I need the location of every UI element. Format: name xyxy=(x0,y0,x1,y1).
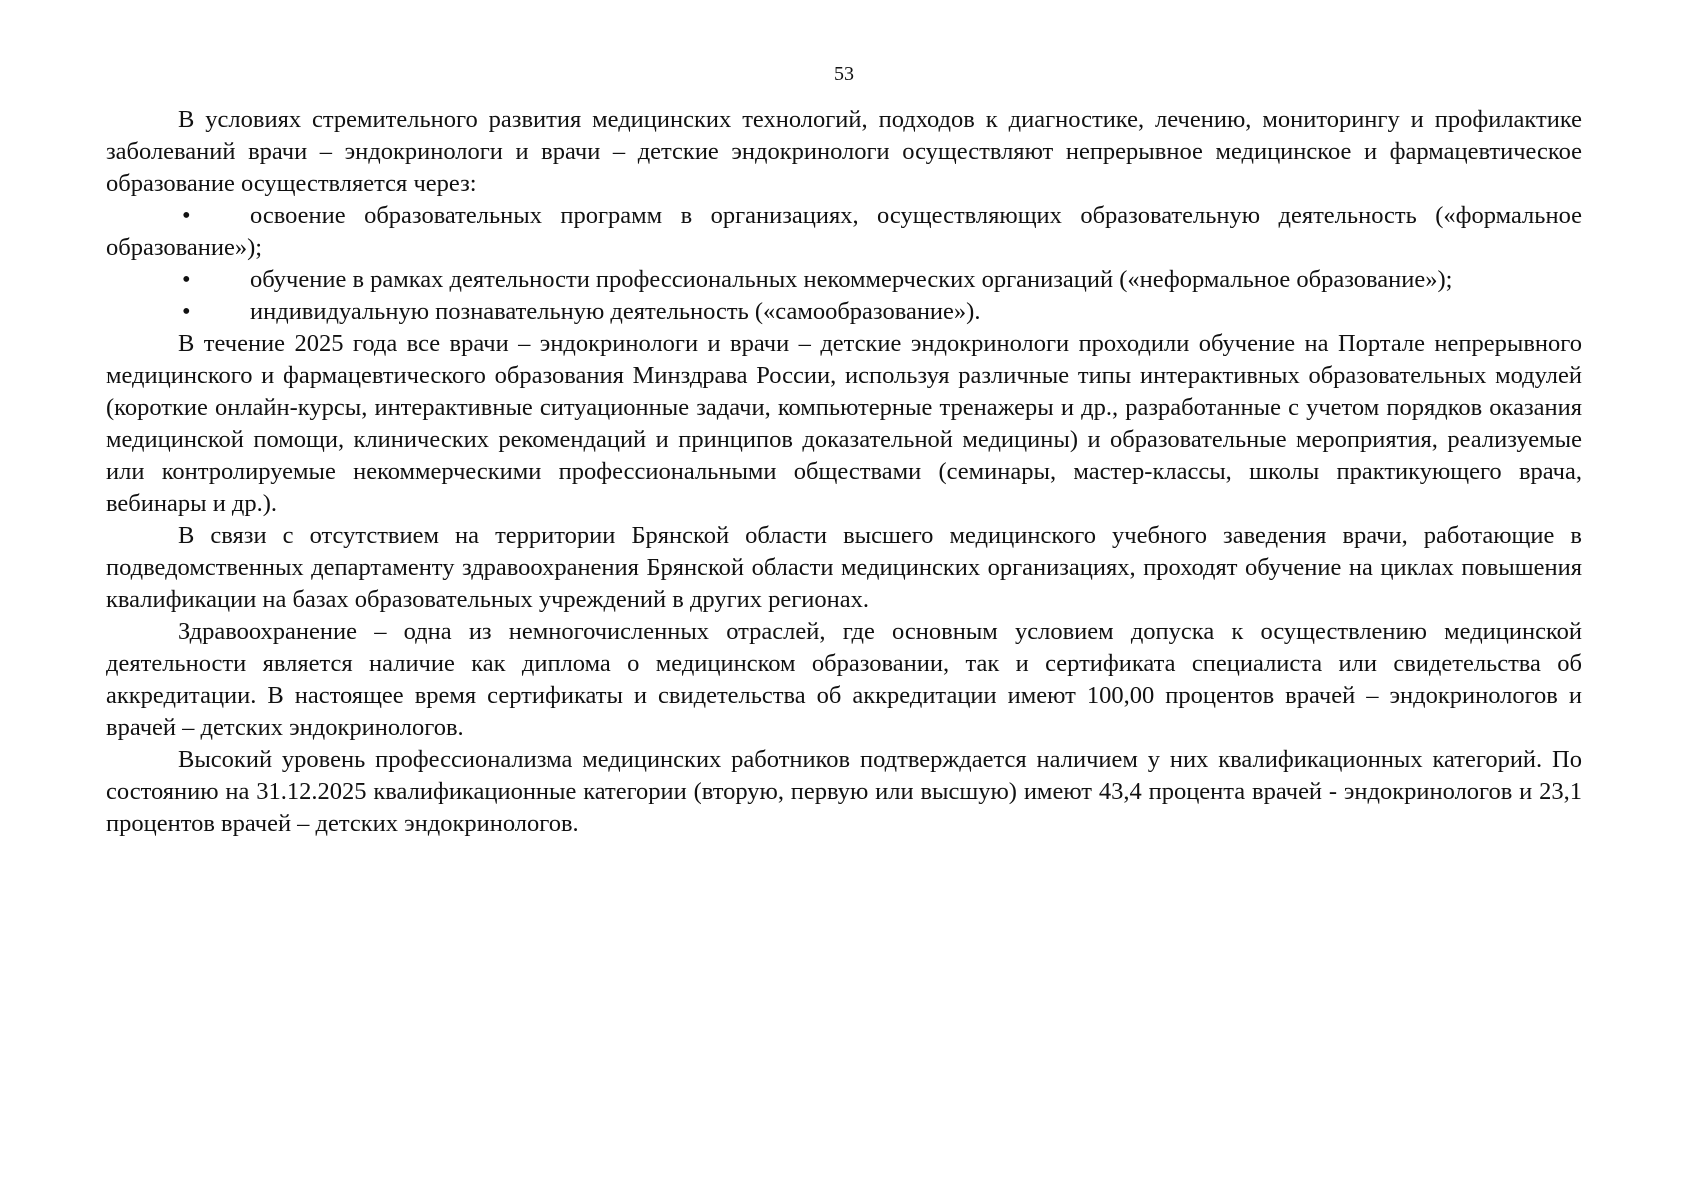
list-item xyxy=(106,264,1582,296)
list-item-text: обучение в рамках деятельности профессиональных некоммерческих организаций («неформальное образование»); xyxy=(250,266,1453,293)
paragraph-portal: В течение 2025 года все врачи – эндокринологи и врачи – детские эндокринологи проходили обучение на Портале непрерывного медицинского и фармацевтического образования Минздрава России, используя различные типы интерактивных образовательных модулей (короткие онлайн-курсы, интерактивные ситуационные задачи, компьютерные тренажеры и др., разработанные с учетом порядков оказания медицинской помощи, клинических рекомендаций и принципов доказательной медицины) и образовательные мероприятия, реализуемые или контролируемые некоммерческими профессиональными обществами (семинары, мастер-классы, школы практикующего врача, вебинары и др.). xyxy=(106,330,1582,517)
bullet-icon: • xyxy=(182,202,191,229)
list-item-text: индивидуальную познавательную деятельность («самообразование»). xyxy=(250,298,981,325)
paragraph-certification: Здравоохранение – одна из немногочисленных отраслей, где основным условием допуска к осуществлению медицинской деятельности является наличие как диплома о медицинском образовании, так и сертификата специалиста или свидетельства об аккредитации. В настоящее время сертификаты и свидетельства об аккредитации имеют 100,00 процентов врачей – эндокринологов и врачей – детских эндокринологов. xyxy=(106,618,1582,741)
document-body xyxy=(106,104,1582,840)
list-item xyxy=(106,296,1582,328)
paragraph-intro: В условиях стремительного развития медицинских технологий, подходов к диагностике, лечению, мониторингу и профилактике заболеваний врачи – эндокринологи и врачи – детские эндокринологи осуществляют непрерывное медицинское и фармацевтическое образование осуществляется через: xyxy=(106,106,1582,197)
list-item xyxy=(106,200,1582,264)
page-number: 53 xyxy=(834,63,854,85)
paragraph-categories: Высокий уровень профессионализма медицинских работников подтверждается наличием у них квалификационных категорий. По состоянию на 31.12.2025 квалификационные категории (вторую, первую или высшую) имеют 43,4 процента врачей - эндокринологов и 23,1 процентов врачей – детских эндокринологов. xyxy=(106,746,1582,837)
bullet-icon: • xyxy=(182,298,191,325)
education-forms-list xyxy=(106,200,1582,328)
paragraph-bryansk: В связи с отсутствием на территории Брянской области высшего медицинского учебного заведения врачи, работающие в подведомственных департаменту здравоохранения Брянской области медицинских организациях, проходят обучение на циклах повышения квалификации на базах образовательных учреждений в других регионах. xyxy=(106,522,1582,613)
list-item-text: освоение образовательных программ в организациях, осуществляющих образовательную деятельность («формальное образование»); xyxy=(106,202,1582,261)
bullet-icon: • xyxy=(182,266,191,293)
